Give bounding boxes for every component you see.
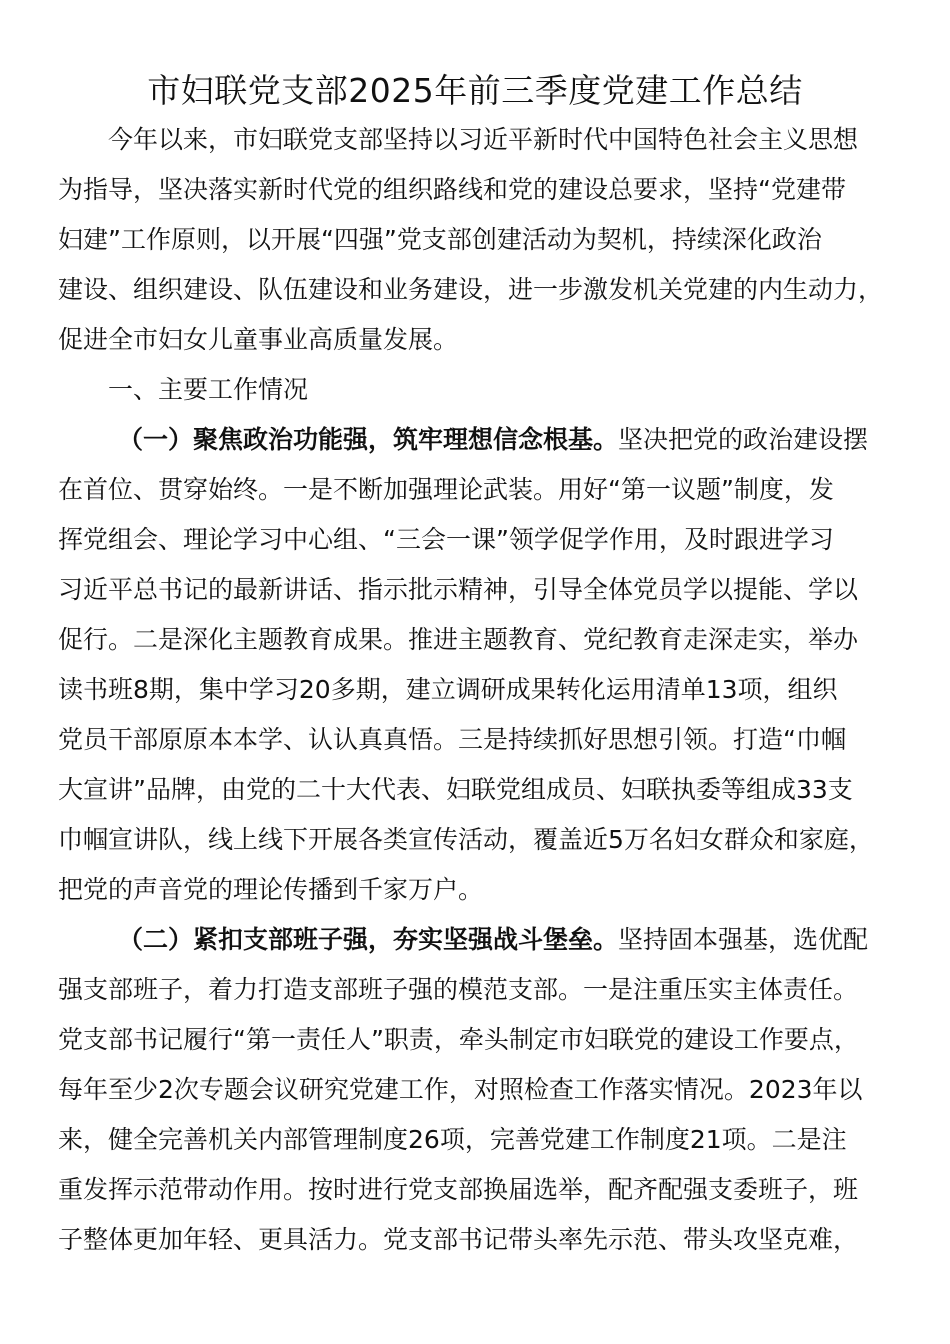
subsection-heading: （二）紧扣支部班子强，夯实坚强战斗堡垒。 [118, 925, 619, 954]
paragraph-line [58, 915, 898, 965]
paragraph-line: 挥党组会、理论学习中心组、“三会一课”领学促学作用，及时跟进学习 [58, 525, 834, 554]
paragraph-line: 在首位、贯穿始终。一是不断加强理论武装。用好“第一议题”制度，发 [58, 475, 834, 504]
paragraph-line: 重发挥示范带动作用。按时进行党支部换届选举，配齐配强支委班子，班 [58, 1175, 859, 1204]
document-title: 市妇联党支部2025年前三季度党建工作总结 [147, 71, 803, 110]
paragraph-line: 把党的声音党的理论传播到千家万户。 [58, 875, 484, 904]
paragraph-line: 来，健全完善机关内部管理制度26项，完善党建工作制度21项。二是注 [58, 1125, 847, 1154]
paragraph-line: 子整体更加年轻、更具活力。党支部书记带头率先示范、带头攻坚克难， [58, 1225, 859, 1254]
paragraph-line: 党员干部原原本本学、认认真真悟。三是持续抓好思想引领。打造“巾帼 [58, 725, 846, 754]
paragraph-line: 促进全市妇女儿童事业高质量发展。 [58, 325, 459, 354]
paragraph-line: 巾帼宣讲队，线上线下开展各类宣传活动，覆盖近5万名妇女群众和家庭， [58, 825, 874, 854]
document-body [58, 115, 898, 1265]
paragraph-line: 习近平总书记的最新讲话、指示批示精神，引导全体党员学以提能、学以 [58, 575, 859, 604]
section-heading: 一、主要工作情况 [108, 375, 309, 404]
paragraph-line: 今年以来，市妇联党支部坚持以习近平新时代中国特色社会主义思想 [108, 125, 859, 154]
paragraph-line: 妇建”工作原则，以开展“四强”党支部创建活动为契机，持续深化政治 [58, 225, 822, 254]
paragraph-line-text: 坚决把党的政治建设摆 [618, 425, 869, 454]
paragraph-line-text: 坚持固本强基，选优配 [618, 925, 869, 954]
paragraph-line: 党支部书记履行“第一责任人”职责，牵头制定市妇联党的建设工作要点， [58, 1025, 859, 1054]
paragraph-line: 每年至少2次专题会议研究党建工作，对照检查工作落实情况。2023年以 [58, 1075, 863, 1104]
paragraph-line: 大宣讲”品牌，由党的二十大代表、妇联党组成员、妇联执委等组成33支 [58, 775, 853, 804]
subsection-heading: （一）聚焦政治功能强，筑牢理想信念根基。 [118, 425, 619, 454]
paragraph-line: 强支部班子，着力打造支部班子强的模范支部。一是注重压实主体责任。 [58, 975, 859, 1004]
paragraph-line [58, 415, 898, 465]
paragraph-line: 为指导，坚决落实新时代党的组织路线和党的建设总要求，坚持“党建带 [58, 175, 846, 204]
paragraph-line: 建设、组织建设、队伍建设和业务建设，进一步激发机关党建的内生动力， [58, 275, 884, 304]
paragraph-line: 促行。二是深化主题教育成果。推进主题教育、党纪教育走深走实，举办 [58, 625, 859, 654]
paragraph-line: 读书班8期，集中学习20多期，建立调研成果转化运用清单13项，组织 [58, 675, 838, 704]
